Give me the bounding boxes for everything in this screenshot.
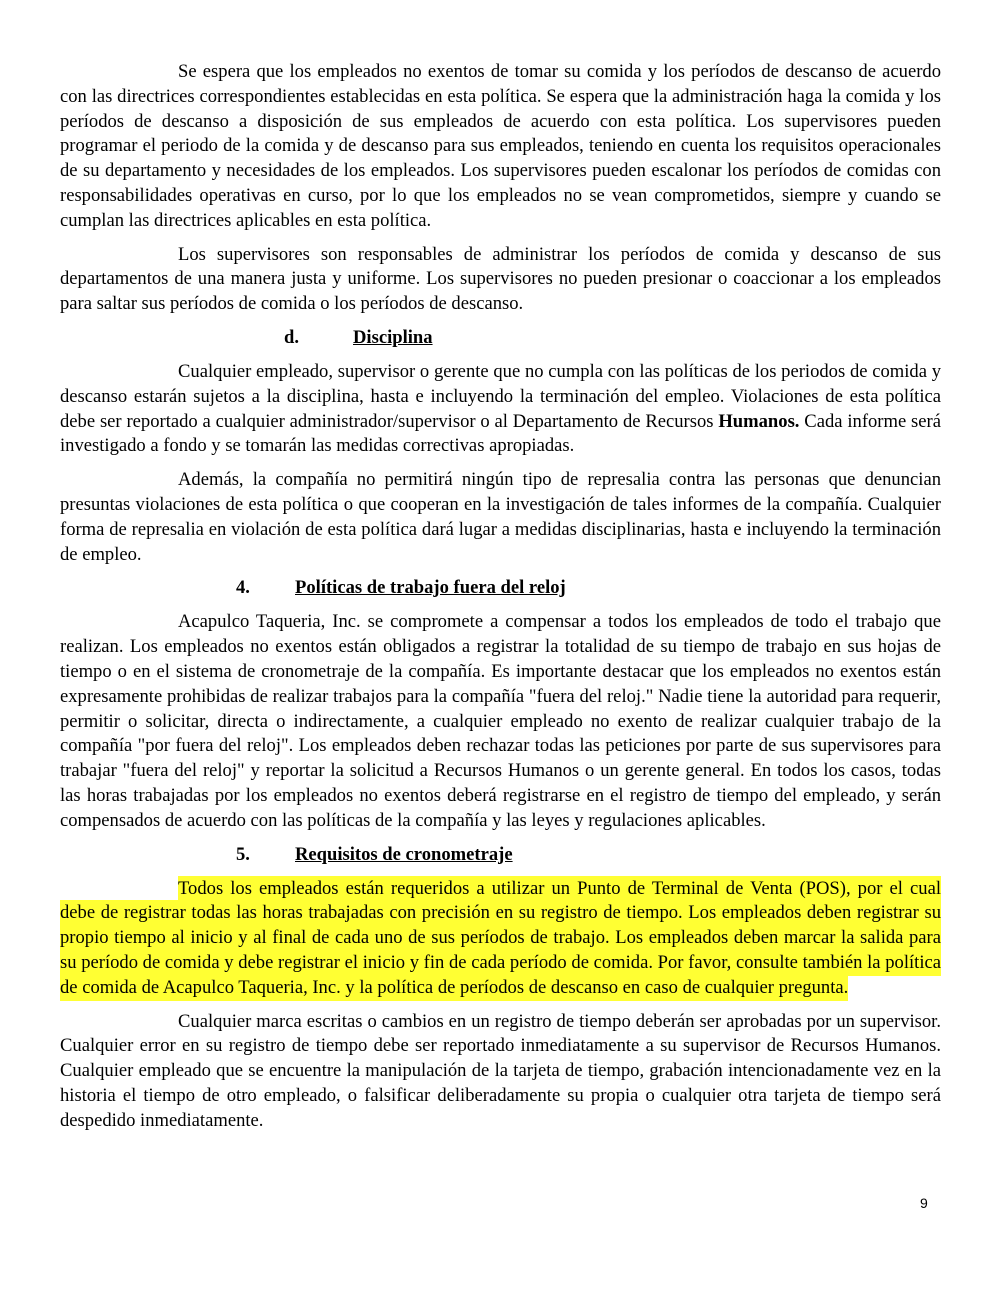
paragraph-meal-rest-expectations [60, 60, 941, 234]
document-page [60, 60, 941, 1142]
section-heading-off-clock [60, 576, 941, 602]
section-heading-disciplina [60, 326, 941, 352]
paragraph-supervisor-responsibility [60, 243, 941, 317]
paragraph-text: Además, la compañía no permitirá ningún tipo de represalia contra las personas que denuncian presuntas violaciones de esta política o que cooperan en la investigación de tales informes de la compañía. Cualquier forma de represalia en violación de esta política dará lugar a medidas disciplinarias, hasta e incluyendo la terminación de empleo. [60, 469, 941, 565]
paragraph-discipline [60, 360, 941, 459]
paragraph-text: Los supervisores son responsables de administrar los períodos de comida y descanso de sus departamentos de una manera justa y uniforme. Los supervisores no pueden presionar o coaccionar a los empleados para saltar sus períodos de comida o los períodos de descanso. [60, 243, 941, 315]
paragraph-pos-requirements [60, 877, 941, 1001]
paragraph-text: Acapulco Taqueria, Inc. se compromete a compensar a todos los empleados de todo el trabajo que realizan. Los empleados no exentos están obligados a registrar la totalidad de su tiempo de trabajo en sus hojas de tiempo o en el sistema de cronometraje de la compañía. Es importante destacar que los empleados no exentos están expresamente prohibidas de realizar trabajos para la compañía "fuera del reloj." Nadie tiene la autoridad para requerir, permitir o solicitar, directa o indirectamente, a cualquier empleado no exento de realizar cualquier trabajo de la compañía "por fuera del reloj". Los empleados deben rechazar todas las peticiones por parte de sus supervisores para trabajar "fuera del reloj" y reportar la solicitud a Recursos Humanos o un gerente general. En todos los casos, todas las horas trabajadas por los empleados no exentos deberá registrarse en el registro de tiempo del empleado, y serán compensados de acuerdo con las políticas de la compañía y las leyes y regulaciones aplicables. [60, 611, 941, 831]
section-number: 4. [236, 577, 250, 599]
paragraph-retaliation [60, 468, 941, 567]
highlighted-text: Todos los empleados están requeridos a utilizar un Punto de Terminal de Venta (POS), por el cual debe de registrar todas las horas trabajadas con precisión en su registro de tiempo. Los empleados deben registrar su propio tiempo al inicio y al final de cada uno de sus períodos de trabajo. Los empleados deben marcar la salida para su período de comida y debe registrar el inicio y fin de cada período de comida. Por favor, consulte también la política de comida de Acapulco Taqueria, Inc. y la política de períodos de descanso en caso de cualquier pregunta. [60, 876, 941, 1001]
paragraph-timecard-changes [60, 1010, 941, 1134]
page-number: 9 [920, 1195, 928, 1211]
paragraph-text: Cualquier marca escritas o cambios en un registro de tiempo deberán ser aprobadas por un supervisor. Cualquier error en su registro de tiempo debe ser reportado inmediatamente a su supervisor de Recursos Humanos. Cualquier empleado que se encuentre la manipulación de la tarjeta de tiempo, grabación intencionadamente vez en la historia el tiempo de otro empleado, o falsificar deliberadamente su propia o cualquier otra tarjeta de tiempo será despedido inmediatamente. [60, 1010, 941, 1131]
section-number: 5. [236, 843, 250, 865]
section-title: Requisitos de cronometraje [295, 843, 513, 865]
section-title: Disciplina [353, 326, 433, 348]
paragraph-text: Cada informe será investigado a fondo y se tomarán las medidas correctivas apropiadas. [60, 410, 941, 457]
paragraph-text: Se espera que los empleados no exentos de tomar su comida y los períodos de descanso de acuerdo con las directrices correspondientes establecidas en esta política. Se espera que la administración haga la comida y los períodos de descanso a disposición de sus empleados de acuerdo con esta política. Los supervisores pueden programar el periodo de la comida y de descanso para sus empleados, teniendo en cuenta los requisitos operacionales de su departamento y necesidades de los empleados. Los supervisores pueden escalonar los períodos de comidas con responsabilidades operativas en curso, por lo que los empleados no se vean comprometidos, siempre y cuando se cumplan las directrices aplicables en esta política. [60, 61, 941, 231]
bold-text: Humanos. [718, 410, 800, 432]
paragraph-text: Cualquier empleado, supervisor o gerente que no cumpla con las políticas de los periodos de comida y descanso estarán sujetos a la disciplina, hasta e incluyendo la terminación del empleo. Violaciones de esta política debe ser reportado a cualquier administrador/supervisor o al Departamento de Recursos [60, 360, 941, 432]
section-title: Políticas de trabajo fuera del reloj [295, 577, 566, 599]
paragraph-off-clock-policy [60, 610, 941, 833]
section-number: d. [284, 326, 299, 348]
section-heading-timekeeping [60, 843, 941, 869]
